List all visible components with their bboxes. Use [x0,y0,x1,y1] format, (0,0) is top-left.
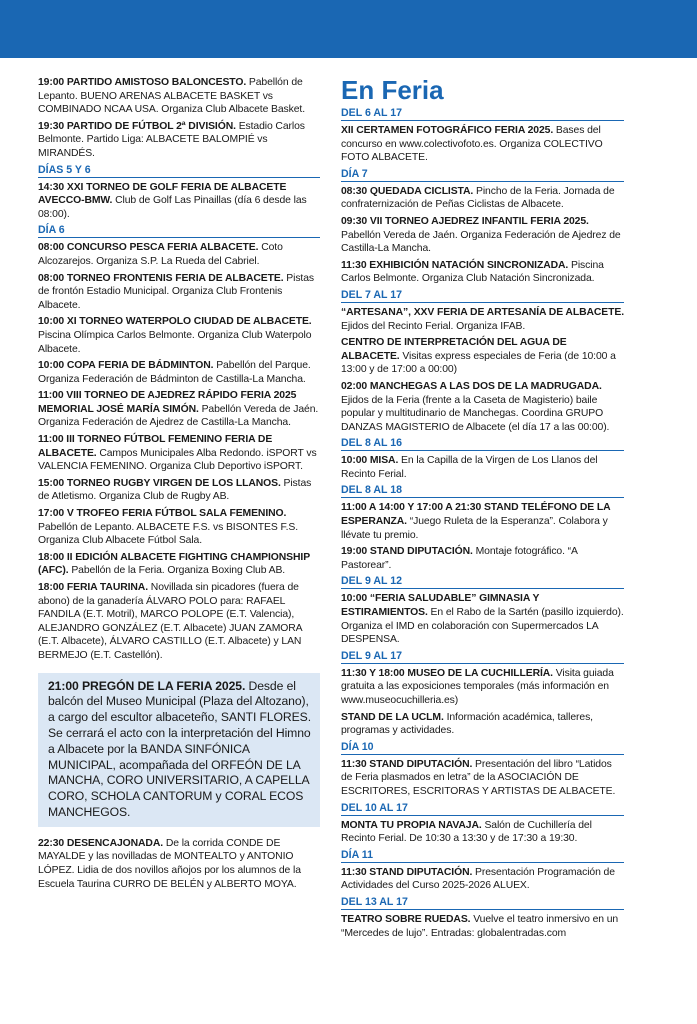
left-entries-c [38,241,320,662]
left-entries-a [38,76,320,161]
event-entry [38,241,320,268]
event-title: 19:30 PARTIDO DE FÚTBOL 2ª DIVISIÓN. [38,120,236,132]
event-text: Novillada sin picadores (fuera de abono) de la ganadería ÁLVARO POLO para: RAFAEL FANDILA (E.T. Motril), MARCO POLOPE (E.T. Valencia), ALEJANDRO GONZÁLEZ (E.T. Albacete) JUAN ZAMORA (E.T. Albacete), ÁLVARO CASTILLO (E.T. Albacete) y LAN BERMEJO (E.T. Castellón). [38,582,302,661]
date-heading: DEL 8 AL 16 [341,437,624,451]
event-entry [341,913,624,940]
event-text: Campos Municipales Alba Redondo. iSPORT vs VALENCIA FEMENINO. Organiza Club Deportivo iSPORT. [38,447,317,473]
event-entry [341,215,624,256]
event-text: De la corrida CONDE DE MAYALDE y las novilladas de MONTEALTO y ANTONIO LÓPEZ. Lidia de dos novillos añojos por los alumnos de la Escuela Taurina CURRO DE BELÉN y ALBERTO MOYA. [38,837,301,890]
event-entry [341,124,624,165]
event-title: 02:00 MANCHEGAS A LAS DOS DE LA MADRUGADA. [341,380,602,392]
event-title: 08:00 TORNEO FRONTENIS FERIA DE ALBACETE. [38,272,284,284]
event-entry [48,679,312,821]
event-entry [38,76,320,117]
event-title: 19:00 STAND DIPUTACIÓN. [341,546,473,558]
event-text: Vuelve el teatro inmersivo en un “Mercedes de lujo”. Entradas: globalentradas.com [341,913,619,939]
date-heading: DÍA 10 [341,741,624,755]
event-text: Ejidos de la Feria (frente a la Caseta de Magisterio) baile popular y multitudinario de Manchegas. Coordina GRUPO DANZAS MAGISTERIO de Albacete (el día 17 a las 00:00). [341,394,610,433]
top-header-band [0,0,697,58]
event-title: TEATRO SOBRE RUEDAS. [341,913,471,925]
event-text: Desde el balcón del Museo Municipal (Plaza del Altozano), a cargo del escultor albaceteño, SANTI FLORES. Se cerrará el acto con la interpretación del Himno a Albacete por la BANDA SINFÓNICA MUNICIPAL, acompañada del ORFEÓN DE LA MANCHA, CORO UNIVERSITARIO, A CAPELLA CORO, SCHOLA CANTORUM y CORAL ECOS MANCHEGOS. [48,678,311,819]
event-entry [38,181,320,222]
right-column [341,76,624,943]
right-sections [341,107,624,940]
event-entry [341,185,624,212]
event-title: 08:30 QUEDADA CICLISTA. [341,185,474,197]
event-entry [341,336,624,377]
event-entry [341,259,624,286]
event-title: 22:30 DESENCAJONADA. [38,837,164,849]
event-text: Salón de Cuchillería del Recinto Ferial. De 10:30 a 13:30 y de 17:30 a 19:30. [341,819,592,845]
event-entry [38,389,320,430]
date-heading: DEL 10 AL 17 [341,802,624,816]
event-entry [341,306,624,333]
event-title: 11:00 III TORNEO FÚTBOL FEMENINO FERIA DE ALBACETE. [38,434,273,459]
event-text: Montaje fotográfico. “A Pastorear”. [341,546,578,571]
event-entry [341,592,624,646]
event-title: 11:30 STAND DIPUTACIÓN. [341,758,473,770]
event-text: Pistas de Atletismo. Organiza Club de Rugby AB. [38,477,312,503]
event-title: 10:00 XI TORNEO WATERPOLO CIUDAD DE ALBACETE. [38,316,312,328]
event-text: Bases del concurso en www.colectivofoto.es. Organiza COLECTIVO FOTO ALBACETE. [341,125,603,164]
event-text: Pabellón de la Feria. Organiza Boxing Club AB. [68,565,286,577]
event-title: 10:00 MISA. [341,455,399,467]
event-text: Ejidos del Recinto Ferial. Organiza IFAB. [341,320,526,332]
event-entry [38,477,320,504]
event-title: 11:30 Y 18:00 MUSEO DE LA CUCHILLERÍA. [341,667,553,679]
event-text: Club de Golf Las Pinaillas (día 6 desde las 08:00). [38,195,307,220]
event-entry [38,837,320,891]
date-heading: DEL 9 AL 12 [341,575,624,589]
event-text: Piscina Olímpica Carlos Belmonte. Organiza Club Waterpolo Albacete. [38,329,312,355]
event-entry [341,667,624,708]
event-text: Pabellón del Parque. Organiza Federación de Bádminton de Castilla-La Mancha. [38,360,311,385]
event-title: “ARTESANA”, XXV FERIA DE ARTESANÍA DE ALBACETE. [341,306,624,318]
event-text: Piscina Carlos Belmonte. Organiza Club Natación Sincronizada. [341,259,604,285]
left-entries-d [38,837,320,891]
event-text: Pistas de frontón Estadio Municipal. Organiza Club Frontenis Albacete. [38,272,314,311]
event-text: Pabellón de Lepanto. BUENO ARENAS ALBACETE BASKET vs COMBINADO NCAA USA. Organiza Club Albacete Basket. [38,77,305,116]
date-heading: DEL 13 AL 17 [341,896,624,910]
event-text: Coto Alcozarejos. Organiza S.P. La Rueda del Cabriel. [38,242,283,267]
event-title: 18:00 II EDICIÓN ALBACETE FIGHTING CHAMPIONSHIP (AFC). [38,551,310,577]
event-title: STAND DE LA UCLM. [341,711,444,723]
event-entry [341,545,624,572]
event-entry [38,433,320,474]
event-title: 14:30 XXI TORNEO DE GOLF FERIA DE ALBACETE AVECCO-BMW. [38,181,287,207]
event-title: 15:00 TORNEO RUGBY VIRGEN DE LOS LLANOS. [38,477,281,489]
event-entry [341,711,624,738]
event-title: 18:00 FERIA TAURINA. [38,582,149,593]
section-title: En Feria [341,75,444,105]
event-entry [38,120,320,161]
event-entry [341,758,624,799]
date-heading: DEL 6 AL 17 [341,107,624,121]
event-text: Pincho de la Feria. Jornada de confraternización de Peñas Ciclistas de Albacete. [341,185,615,211]
event-title: 21:00 PREGÓN DE LA FERIA 2025. [48,678,246,693]
event-text: Pabellón Vereda de Jaén. Organiza Federación de Ajedrez de Castilla-La Mancha. [38,403,319,429]
event-text: Información académica, talleres, programas y actividades. [341,711,593,737]
event-text: Visitas express especiales de Feria (de 10:00 a 13:00 y de 17:00 a 00:00) [341,350,616,376]
date-heading: DEL 7 AL 17 [341,289,624,303]
event-title: 09:30 VII TORNEO AJEDREZ INFANTIL FERIA 2025. [341,215,589,227]
event-text: Presentación Programación de Actividades del Curso 2025-2026 ALUEX. [341,866,615,892]
event-title: 11:00 VIII TORNEO DE AJEDREZ RÁPIDO FERIA 2025 MEMORIAL JOSÉ MARÍA SIMÓN. [38,390,297,415]
event-entry [38,272,320,313]
event-entry [341,501,624,542]
event-entry [341,819,624,846]
event-entry [38,507,320,548]
pregon-highlight-box [38,673,320,827]
event-entry [38,315,320,356]
event-entry [341,380,624,434]
event-title: 17:00 V TROFEO FERIA FÚTBOL SALA FEMENINO. [38,508,287,520]
date-heading: DÍAS 5 Y 6 [38,164,320,178]
event-title: 11:30 STAND DIPUTACIÓN. [341,866,473,878]
event-text: Estadio Carlos Belmonte. Partido Liga: ALBACETE BALOMPIÉ vs MIRANDÉS. [38,120,305,159]
event-text: Pabellón Vereda de Jaén. Organiza Federación de Ajedrez de Castilla-La Mancha. [341,229,621,255]
left-column [38,76,320,894]
event-title: 11:00 A 14:00 Y 17:00 A 21:30 STAND TELÉFONO DE LA ESPERANZA. [341,502,611,528]
event-title: 11:30 EXHIBICIÓN NATACIÓN SINCRONIZADA. [341,259,569,271]
event-entry [38,359,320,386]
event-title: 19:00 PARTIDO AMISTOSO BALONCESTO. [38,77,247,88]
date-heading: DEL 9 AL 17 [341,650,624,664]
event-title: 10:00 COPA FERIA DE BÁDMINTON. [38,360,214,372]
event-text: Visita guiada gratuita a las exposiciones temporales (más información en www.museocuchilleria.es) [341,667,614,706]
event-entry [38,581,320,663]
date-heading: DEL 8 AL 18 [341,484,624,498]
event-entry [341,454,624,481]
event-text: En la Capilla de la Virgen de Los Llanos del Recinto Ferial. [341,455,598,480]
left-entries-b [38,181,320,222]
date-heading: DÍA 11 [341,849,624,863]
event-title: 08:00 CONCURSO PESCA FERIA ALBACETE. [38,242,259,254]
date-heading: DÍA 6 [38,224,320,238]
event-title: CENTRO DE INTERPRETACIÓN DEL AGUA DE ALBACETE. [341,337,567,362]
event-text: “Juego Ruleta de la Esperanza”. Colabora y llévate tu premio. [341,516,608,541]
event-title: XII CERTAMEN FOTOGRÁFICO FERIA 2025. [341,125,554,136]
date-heading: DÍA 7 [341,168,624,182]
event-title: MONTA TU PROPIA NAVAJA. [341,819,482,831]
event-title: 10:00 “FERIA SALUDABLE” GIMNASIA Y ESTIRAMIENTOS. [341,593,540,619]
event-text: Presentación del libro “Latidos de Feria plasmados en letra” de la ASOCIACIÓN DE ESCRITORES, ESCRITORAS Y ARTISTAS DE ALBACETE. [341,758,616,797]
event-entry [341,866,624,893]
event-entry [38,551,320,578]
event-text: Pabellón de Lepanto. ALBACETE F.S. vs BISONTES F.S. Organiza Club Albacete Fútbol Sala. [38,521,298,547]
event-text: En el Rabo de la Sartén (pasillo izquierdo). Organiza el IMD en colaboración con Supermercados LA DESPENSA. [341,607,624,646]
